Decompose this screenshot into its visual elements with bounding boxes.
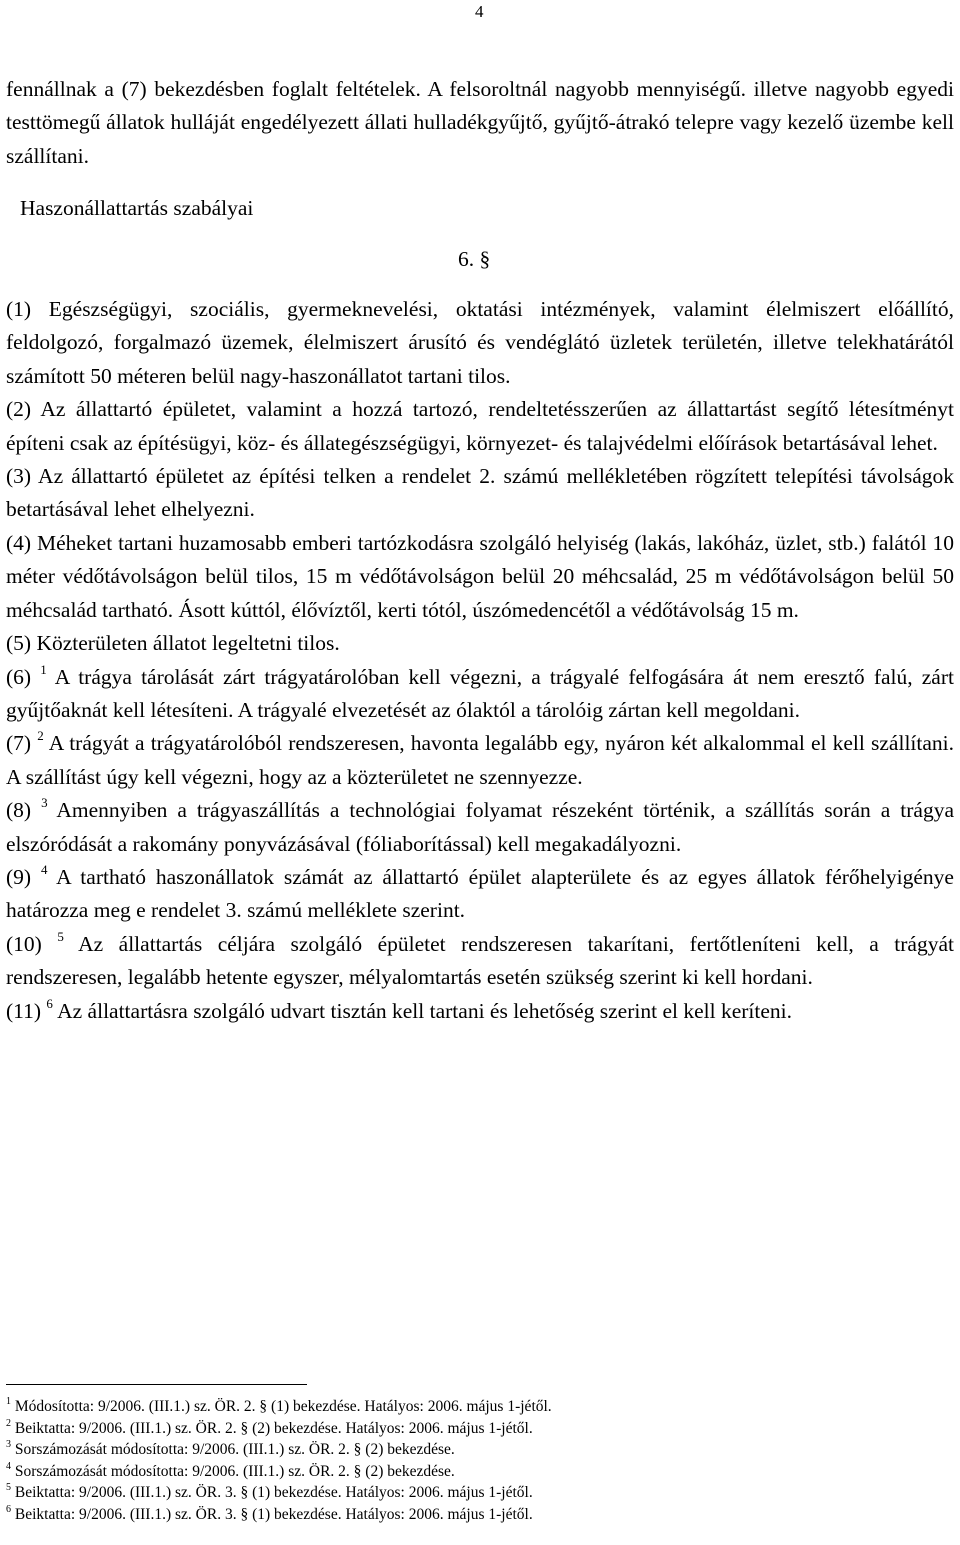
paragraph-text: Az állattartás céljára szolgáló épületet rendszeresen takarítani, fertőtleníteni kell, a trágyát rendszeresen, legalább hetente egyszer, mélyalomtartás esetén szükség szerint ki kell hordani. — [6, 931, 954, 990]
paragraph-label: (8) — [6, 798, 32, 823]
footnote-text: Módosította: 9/2006. (III.1.) sz. ÖR. 2. § (1) bekezdése. Hatályos: 2006. május 1-jétől. — [14, 1398, 552, 1415]
footnote-reference[interactable]: 6 — [46, 995, 53, 1011]
paragraph-text: Amennyiben a trágyaszállítás a technológiai folyamat részeként történik, a szállítás során a trágya elszóródását a rakomány ponyvázásával (fóliaborítással) kell megakadályozni. — [6, 798, 954, 856]
paragraph-label: (11) — [6, 998, 42, 1023]
footnote-number: 5 — [6, 1482, 11, 1494]
footnote — [6, 1396, 906, 1418]
footnote — [6, 1482, 906, 1504]
paragraph-label: (9) — [6, 864, 32, 889]
paragraph-label: (10) — [6, 931, 42, 956]
paragraph-label: (7) — [6, 731, 32, 756]
footnote — [6, 1439, 906, 1461]
footnote-text: Beiktatta: 9/2006. (III.1.) sz. ÖR. 3. § (1) bekezdése. Hatályos: 2006. május 1-jétől. — [14, 1505, 533, 1523]
paragraph-label: (5) — [6, 631, 32, 656]
footnote — [6, 1418, 906, 1440]
intro-paragraph: fennállnak a (7) bekezdésben foglalt feltételek. A felsoroltnál nagyobb mennyiségű. illetve nagyobb egyedi testtömegű állatok hulláját engedélyezett állati hulladékgyűjtő, gyűjtő-átrakó telepre vagy kezelő üzembe kell szállítani. — [6, 77, 954, 168]
footnote-reference[interactable]: 1 — [40, 661, 47, 677]
footnote-text: Beiktatta: 9/2006. (III.1.) sz. ÖR. 3. § (1) bekezdése. Hatályos: 2006. május 1-jétől. — [14, 1484, 533, 1502]
paragraph-text: Méheket tartani huzamosabb emberi tartózkodásra szolgáló helyiség (lakás, lakóház, üzlet, stb.) falától 10 méter védőtávolságon belül tilos, 15 m védőtávolságon belül 20 méhcsalád, 25 m védőtávolságon belül 50 méhcsalád tartható. Ásott kúttól, élővíztől, kerti tótól, úszómedencétől a védőtávolság 15 m. — [6, 530, 955, 622]
footnote-number: 3 — [6, 1439, 11, 1451]
footnote-divider — [6, 1384, 307, 1385]
footnote — [6, 1504, 906, 1526]
footnote-reference[interactable]: 4 — [40, 861, 48, 877]
paragraph-text: Közterületen állatot legeltetni tilos. — [36, 631, 340, 656]
section-title: Haszonállattartás szabályai — [20, 196, 254, 221]
footnote-reference[interactable]: 2 — [37, 728, 44, 744]
footnote-number: 6 — [6, 1503, 11, 1515]
footnote-number: 1 — [6, 1396, 11, 1407]
footnote-text: Sorszámozását módosította: 9/2006. (III.1.) sz. ÖR. 2. § (2) bekezdése. — [14, 1462, 455, 1480]
paragraph-label: (6) — [6, 664, 32, 689]
paragraph — [6, 393, 954, 460]
paragraph-label: (1) — [6, 297, 32, 322]
paragraph — [6, 661, 954, 728]
section-number: 6. § — [458, 246, 491, 271]
footnote-list — [6, 1396, 906, 1526]
paragraph-text: Az állattartásra szolgáló udvart tisztán kell tartani és lehetőség szerint el kell keríteni. — [57, 998, 793, 1023]
paragraph-list — [6, 293, 954, 1028]
paragraph-text: Egészségügyi, szociális, gyermeknevelési, oktatási intézmények, valamint élelmiszert előállító, feldolgozó, forgalmazó üzemek, élelmiszert árusító és vendéglátó üzletek területén, illetve telekhatárától számított 50 méteren belül nagy-haszonállatot tartani tilos. — [6, 297, 955, 388]
paragraph — [6, 995, 954, 1028]
paragraph — [6, 727, 954, 794]
footnote-reference[interactable]: 3 — [41, 795, 48, 811]
paragraph-text: Az állattartó épületet, valamint a hozzá tartozó, rendeltetésszerűen az állattartást segítő létesítményt építeni csak az építésügyi, köz- és állategészségügyi, környezet- és talajvédelmi előírások betartásával lehet. — [6, 397, 954, 455]
paragraph-label: (2) — [6, 397, 32, 422]
paragraph — [6, 527, 954, 627]
footnote-text: Sorszámozását módosította: 9/2006. (III.1.) sz. ÖR. 2. § (2) bekezdése. — [14, 1441, 455, 1459]
paragraph — [6, 293, 954, 393]
paragraph — [6, 460, 954, 527]
paragraph-label: (4) — [6, 530, 32, 555]
footnote-number: 4 — [6, 1460, 11, 1472]
paragraph-label: (3) — [6, 464, 32, 489]
page-number: 4 — [475, 2, 484, 21]
footnote-reference[interactable]: 5 — [57, 928, 64, 944]
footnote-text: Beiktatta: 9/2006. (III.1.) sz. ÖR. 2. § (2) bekezdése. Hatályos: 2006. május 1-jétől. — [14, 1419, 533, 1437]
footnote-number: 2 — [6, 1417, 11, 1429]
document-body — [6, 73, 954, 1028]
paragraph — [6, 861, 954, 928]
paragraph-text: Az állattartó épületet az építési telken a rendelet 2. számú mellékletében rögzített telepítési távolságok betartásával lehet elhelyezni. — [6, 464, 954, 522]
paragraph — [6, 627, 954, 660]
paragraph-text: A tartható haszonállatok számát az állattartó épület alapterülete és az egyes állatok férőhelyigénye határozza meg e rendelet 3. számú melléklete szerint. — [6, 864, 954, 923]
paragraph-text: A trágya tárolását zárt trágyatárolóban kell végezni, a trágyalé felfogására át nem eresztő falú, zárt gyűjtőaknát kell létesíteni. A trágyalé elvezetését az ólaktól a tárolóig zártan kell megoldani. — [6, 664, 954, 722]
footnote — [6, 1461, 906, 1483]
paragraph — [6, 794, 954, 861]
paragraph — [6, 928, 954, 995]
paragraph-text: A trágyát a trágyatárolóból rendszeresen, havonta legalább egy, nyáron két alkalommal el kell szállítani. A szállítást úgy kell végezni, hogy az a közterületet ne szennyezze. — [6, 731, 955, 789]
